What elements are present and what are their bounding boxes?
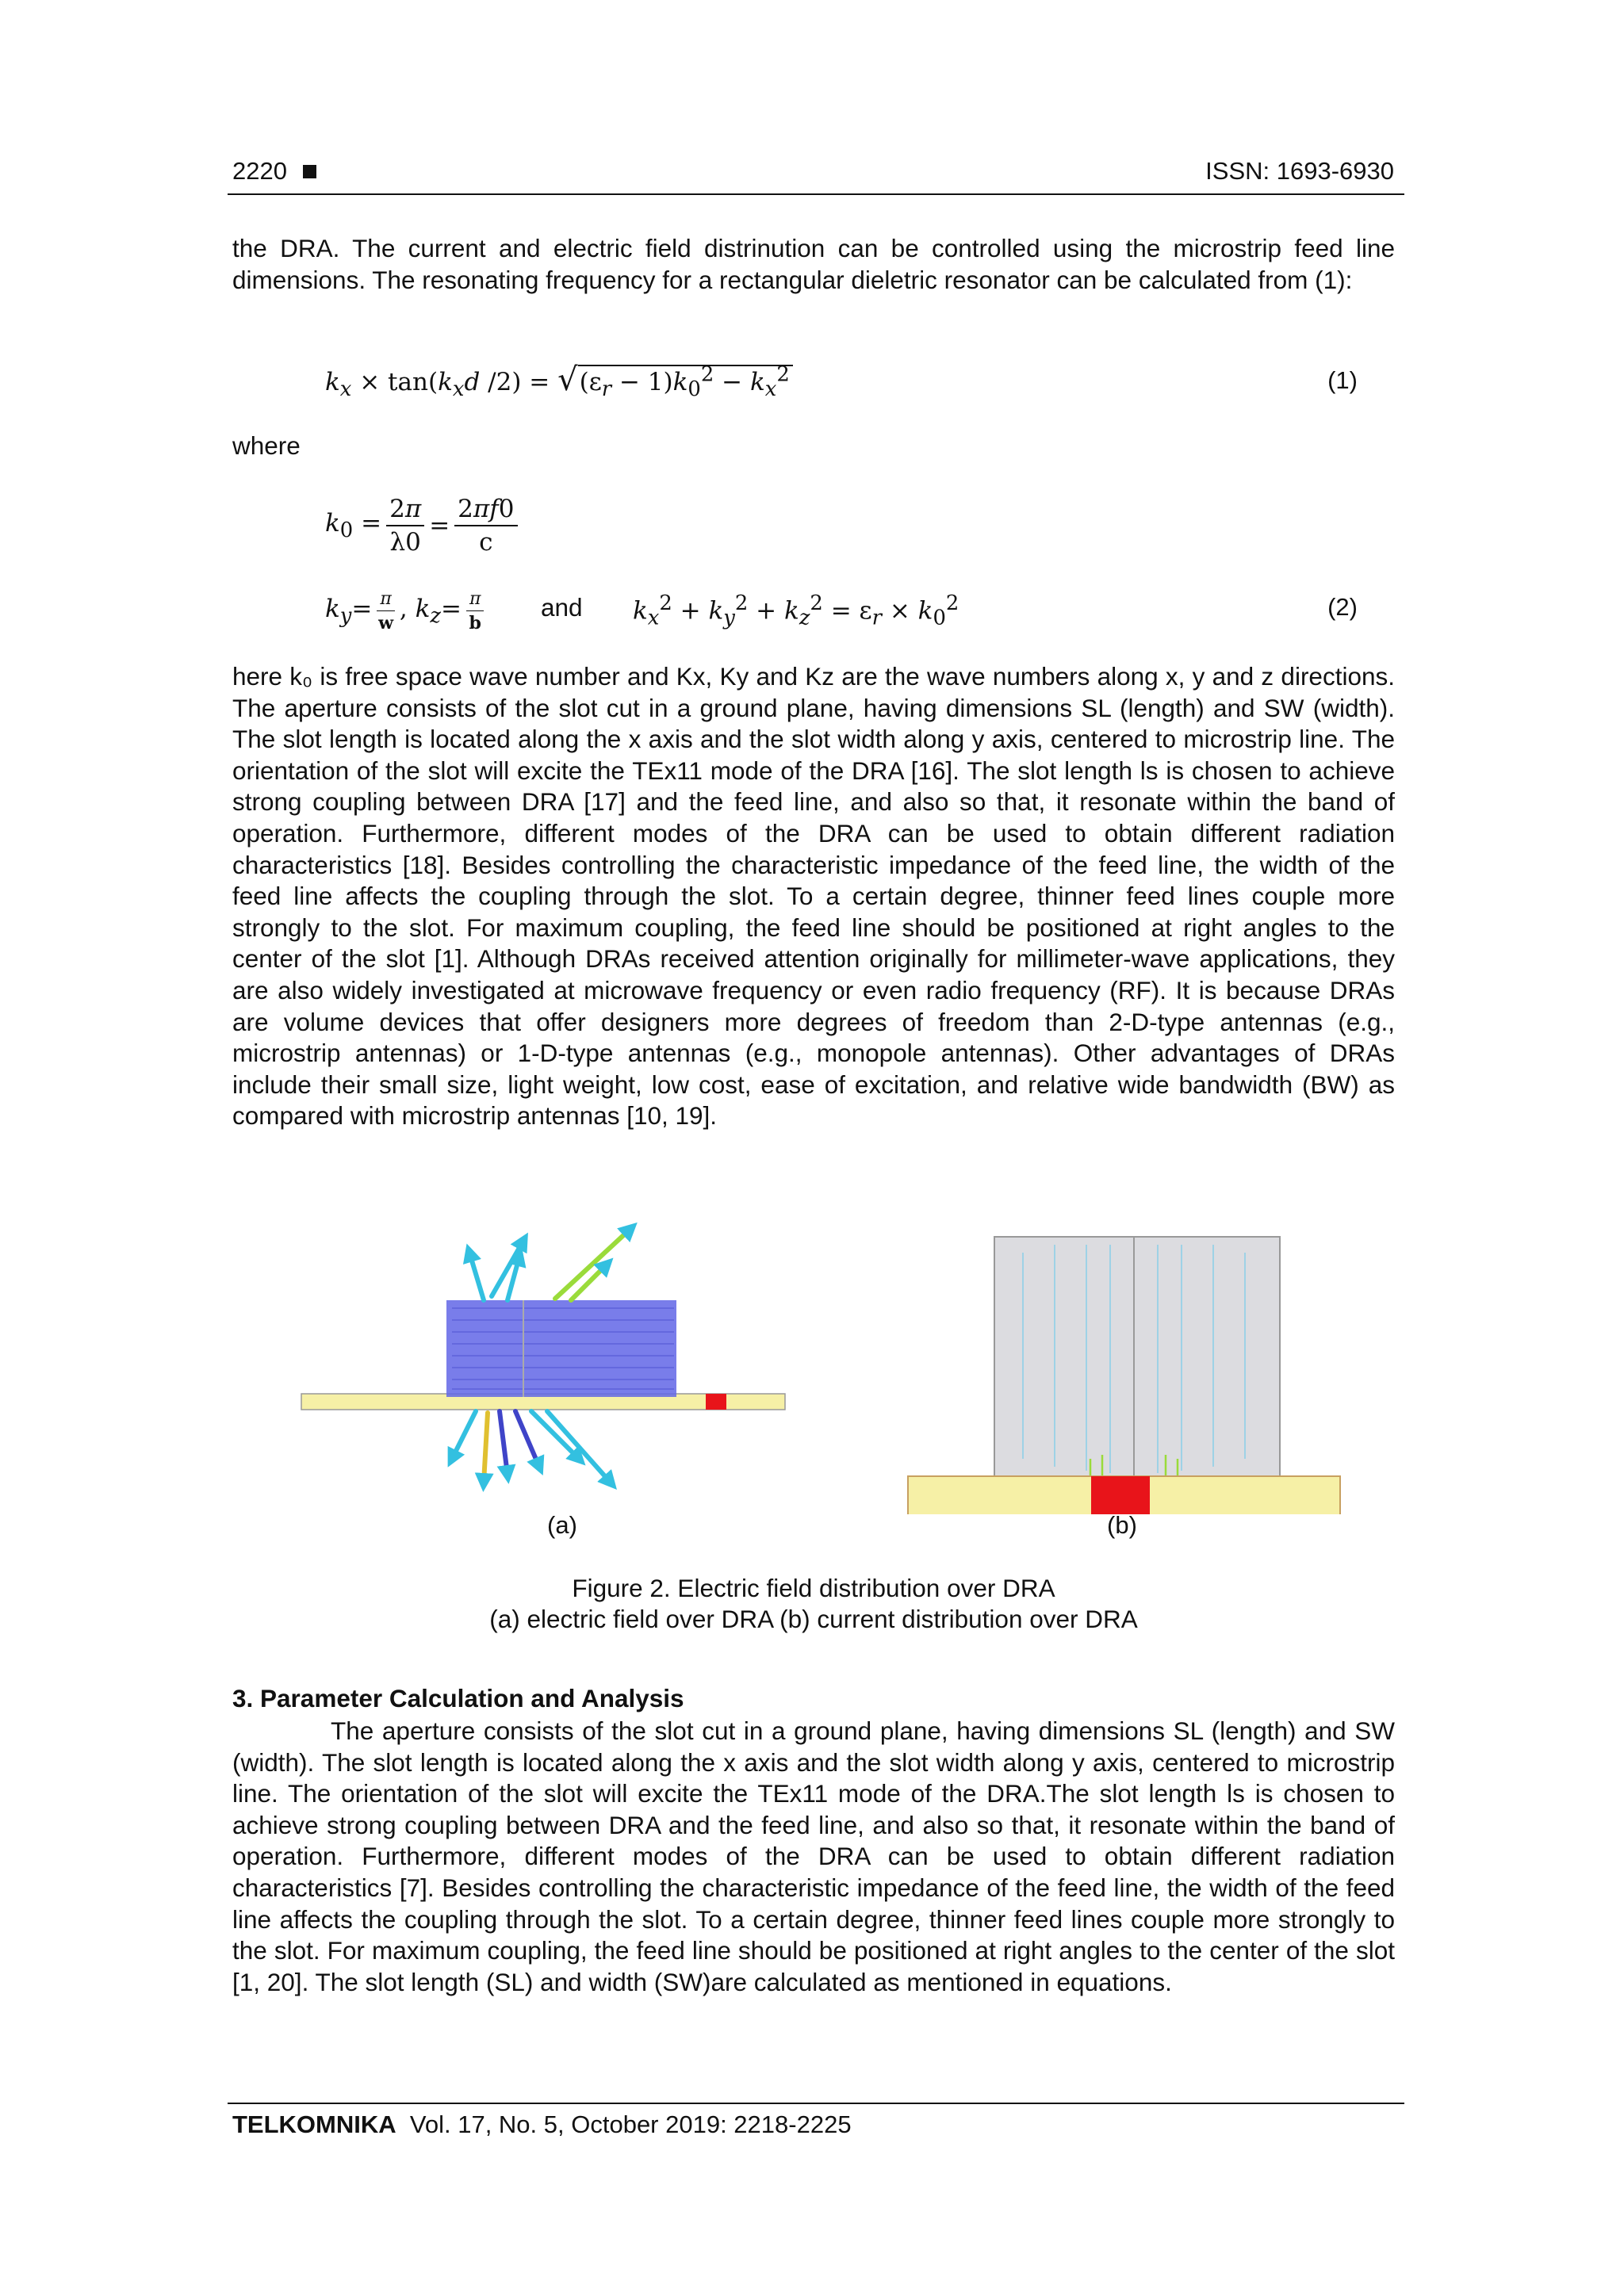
and-label: and bbox=[541, 593, 583, 622]
figure-label-a: (a) bbox=[547, 1511, 577, 1539]
equation-2-right: $k_x^2 + k_y^2 + k_z^2 = \varepsilon_r \times k_0^2$ bbox=[633, 591, 959, 630]
journal-name: TELKOMNIKA bbox=[232, 2110, 396, 2138]
issn: ISSN: 1693-6930 bbox=[1205, 157, 1394, 185]
journal-citation: Vol. 17, No. 5, October 2019: 2218-2225 bbox=[409, 2110, 852, 2138]
slot-marker bbox=[1091, 1476, 1150, 1514]
figure-caption-line1: Figure 2. Electric field distribution over DRA bbox=[572, 1574, 1055, 1602]
equation-1-number: (1) bbox=[1327, 366, 1358, 394]
figure-label-b: (b) bbox=[1107, 1511, 1137, 1539]
footer-rule bbox=[228, 2103, 1404, 2104]
page-number: 2220 bbox=[232, 157, 316, 186]
section-heading: 3. Parameter Calculation and Analysis bbox=[232, 1684, 684, 1712]
figure-caption-line2: (a) electric field over DRA (b) current distribution over DRA bbox=[489, 1605, 1138, 1633]
section-paragraph: The aperture consists of the slot cut in a ground plane, having dimensions SL (length) and SW (width). The slot length is located along the x axis and the slot width along y axis, centered to microstrip line. The orientation of the slot will excite the TEx11 mode of the DRA.The slot length ls is chosen to achieve strong coupling between DRA and the feed line, and also so that, it resonate within the band of operation. Furthermore, different modes of the DRA can be used to obtain different radiation characteristics [7]. Besides controlling the characteristic impedance of the feed line, the width of the feed line affects the coupling through the slot. To a certain degree, thinner feed lines couple more strongly to the slot. For maximum coupling, the feed line should be positioned at right angles to the center of the slot [1, 20]. The slot length (SL) and width (SW)are calculated as mentioned in equations. bbox=[232, 1716, 1395, 1996]
square-bullet-icon bbox=[303, 165, 316, 178]
k0-equation: $k_0$ = $\frac{2\pi}{\lambda 0}$ = $\frac{2\pi f0}{c}$ bbox=[325, 490, 523, 561]
where-label: where bbox=[232, 431, 301, 460]
slot-marker bbox=[706, 1394, 726, 1410]
equation-2-left: $k_y=$ $\frac{\pi}{w}$ , $k_z=$ $\frac{\pi}{b}$ bbox=[325, 585, 488, 637]
header-rule bbox=[228, 193, 1404, 195]
dra-block bbox=[994, 1237, 1280, 1476]
figure-2b-current-distribution bbox=[904, 1221, 1348, 1514]
figure-2a-electric-field bbox=[293, 1221, 793, 1514]
body-paragraph: here k₀ is free space wave number and Kx, Ky and Kz are the wave numbers along x, y and z directions. The aperture consists of the slot cut in a ground plane, having dimensions SL (length) and SW (width). The slot length is located along the x axis and the slot width along y axis, centered to microstrip line. The orientation of the slot will excite the TEx11 mode of the DRA [16]. The slot length ls is chosen to achieve strong coupling between DRA [17] and the feed line, and also so that, it resonate within the band of operation. Furthermore, different modes of the DRA can be used to obtain different radiation characteristics [18]. Besides controlling the characteristic impedance of the feed line, the width of the feed line affects the coupling through the slot. To a certain degree, thinner feed lines couple more strongly to the slot. For maximum coupling, the feed line should be positioned at right angles to the center of the slot [1]. Although DRAs received attention originally for millimeter-wave applications, they are also widely investigated at microwave frequency or even radio frequency (RF). It is because DRAs are volume devices that offer designers more degrees of freedom than 2-D-type antennas (e.g., microstrip antennas) or 1-D-type antennas (e.g., monopole antennas). Other advantages of DRAs include their small size, light weight, low cost, ease of excitation, and relative wide bandwidth (BW) as compared with microstrip antennas [10, 19]. bbox=[232, 662, 1395, 1131]
figure-caption bbox=[232, 1573, 1395, 1635]
intro-paragraph: the DRA. The current and electric field distrinution can be controlled using the microstrip feed line dimensions. The resonating frequency for a rectangular dieletric resonator can be calculated from (1): bbox=[232, 234, 1395, 294]
dra-block bbox=[446, 1300, 676, 1397]
equation-2-number: (2) bbox=[1327, 593, 1358, 621]
equation-1: $k_x \times \tan(k_xd$ $/2) = √(\varepsilon_r - 1)k_0^2 - k_x^2$ bbox=[325, 362, 793, 401]
footer bbox=[232, 2110, 852, 2139]
